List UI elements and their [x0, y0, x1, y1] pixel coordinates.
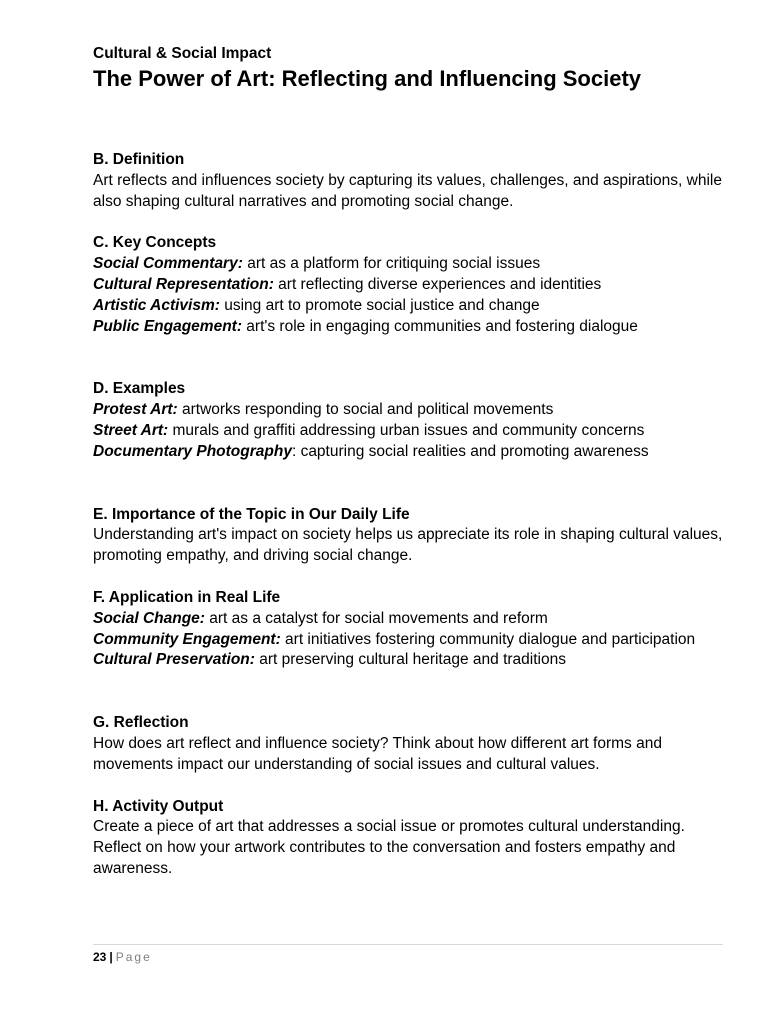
section-application: [93, 588, 723, 671]
page-content: [93, 44, 723, 880]
item-desc: art as a platform for critiquing social issues: [242, 255, 541, 273]
item-desc: artworks responding to social and political movements: [177, 401, 554, 419]
section-examples: [93, 379, 723, 462]
item-desc: art's role in engaging communities and fostering dialogue: [242, 317, 638, 335]
section-text: Understanding art's impact on society helps us appreciate its role in shaping cultural values, promoting empathy, and driving social change.: [93, 526, 723, 565]
section-heading: D. Examples: [93, 380, 186, 398]
item-desc: using art to promote social justice and change: [219, 296, 540, 314]
section-key-concepts: [93, 233, 723, 337]
section-text: How does art reflect and influence society? Think about how different art forms and movements impact our understanding of social issues and cultural values.: [93, 734, 662, 773]
page-footer: [93, 944, 723, 965]
section-heading: B. Definition: [93, 151, 185, 168]
item-term: Documentary Photography: [93, 442, 292, 460]
section-reflection: [93, 713, 723, 775]
item-term: Street Art:: [93, 421, 169, 439]
section-heading: C. Key Concepts: [93, 234, 217, 252]
item-term: Social Commentary:: [93, 255, 243, 273]
section-heading: E. Importance of the Topic in Our Daily Life: [93, 505, 410, 523]
list-item: [93, 275, 723, 296]
list-item: [93, 609, 723, 630]
item-term: Community Engagement:: [93, 630, 281, 648]
section-heading: G. Reflection: [93, 714, 189, 732]
list-item: [93, 630, 723, 651]
footer-separator: |: [109, 950, 113, 964]
section-heading: H. Activity Output: [93, 797, 224, 815]
item-term: Artistic Activism:: [93, 296, 220, 314]
item-desc: : capturing social realities and promoting awareness: [291, 442, 649, 460]
item-desc: art preserving cultural heritage and traditions: [254, 651, 566, 669]
item-term: Public Engagement:: [93, 317, 242, 335]
list-item: [93, 254, 723, 275]
item-desc: art reflecting diverse experiences and identities: [273, 275, 602, 293]
list-item: [93, 317, 723, 338]
section-text: Create a piece of art that addresses a social issue or promotes cultural understanding. Reflect on how your artwork contributes to the conversation and fosters empathy and awareness.: [93, 818, 685, 877]
item-term: Social Change:: [93, 609, 205, 627]
section-text: Art reflects and influences society by capturing its values, challenges, and aspirations, while also shaping cultural narratives and promoting social change.: [93, 171, 722, 210]
item-term: Protest Art:: [93, 401, 178, 419]
item-desc: murals and graffiti addressing urban issues and community concerns: [168, 421, 645, 439]
item-term: Cultural Representation:: [93, 275, 274, 293]
item-desc: art as a catalyst for social movements and reform: [204, 609, 548, 627]
section-activity-output: [93, 797, 723, 880]
section-definition: [93, 150, 723, 212]
item-desc: art initiatives fostering community dialogue and participation: [280, 630, 696, 648]
page-label: Page: [115, 950, 152, 964]
page-title: The Power of Art: Reflecting and Influencing Society: [93, 66, 642, 91]
section-heading: F. Application in Real Life: [93, 588, 281, 606]
list-item: [93, 421, 723, 442]
subject-label: Cultural & Social Impact: [93, 45, 272, 62]
list-item: [93, 442, 723, 463]
page-number: 23: [93, 950, 107, 964]
section-importance: [93, 505, 723, 567]
list-item: [93, 650, 723, 671]
item-term: Cultural Preservation:: [93, 651, 255, 669]
list-item: [93, 296, 723, 317]
list-item: [93, 400, 723, 421]
